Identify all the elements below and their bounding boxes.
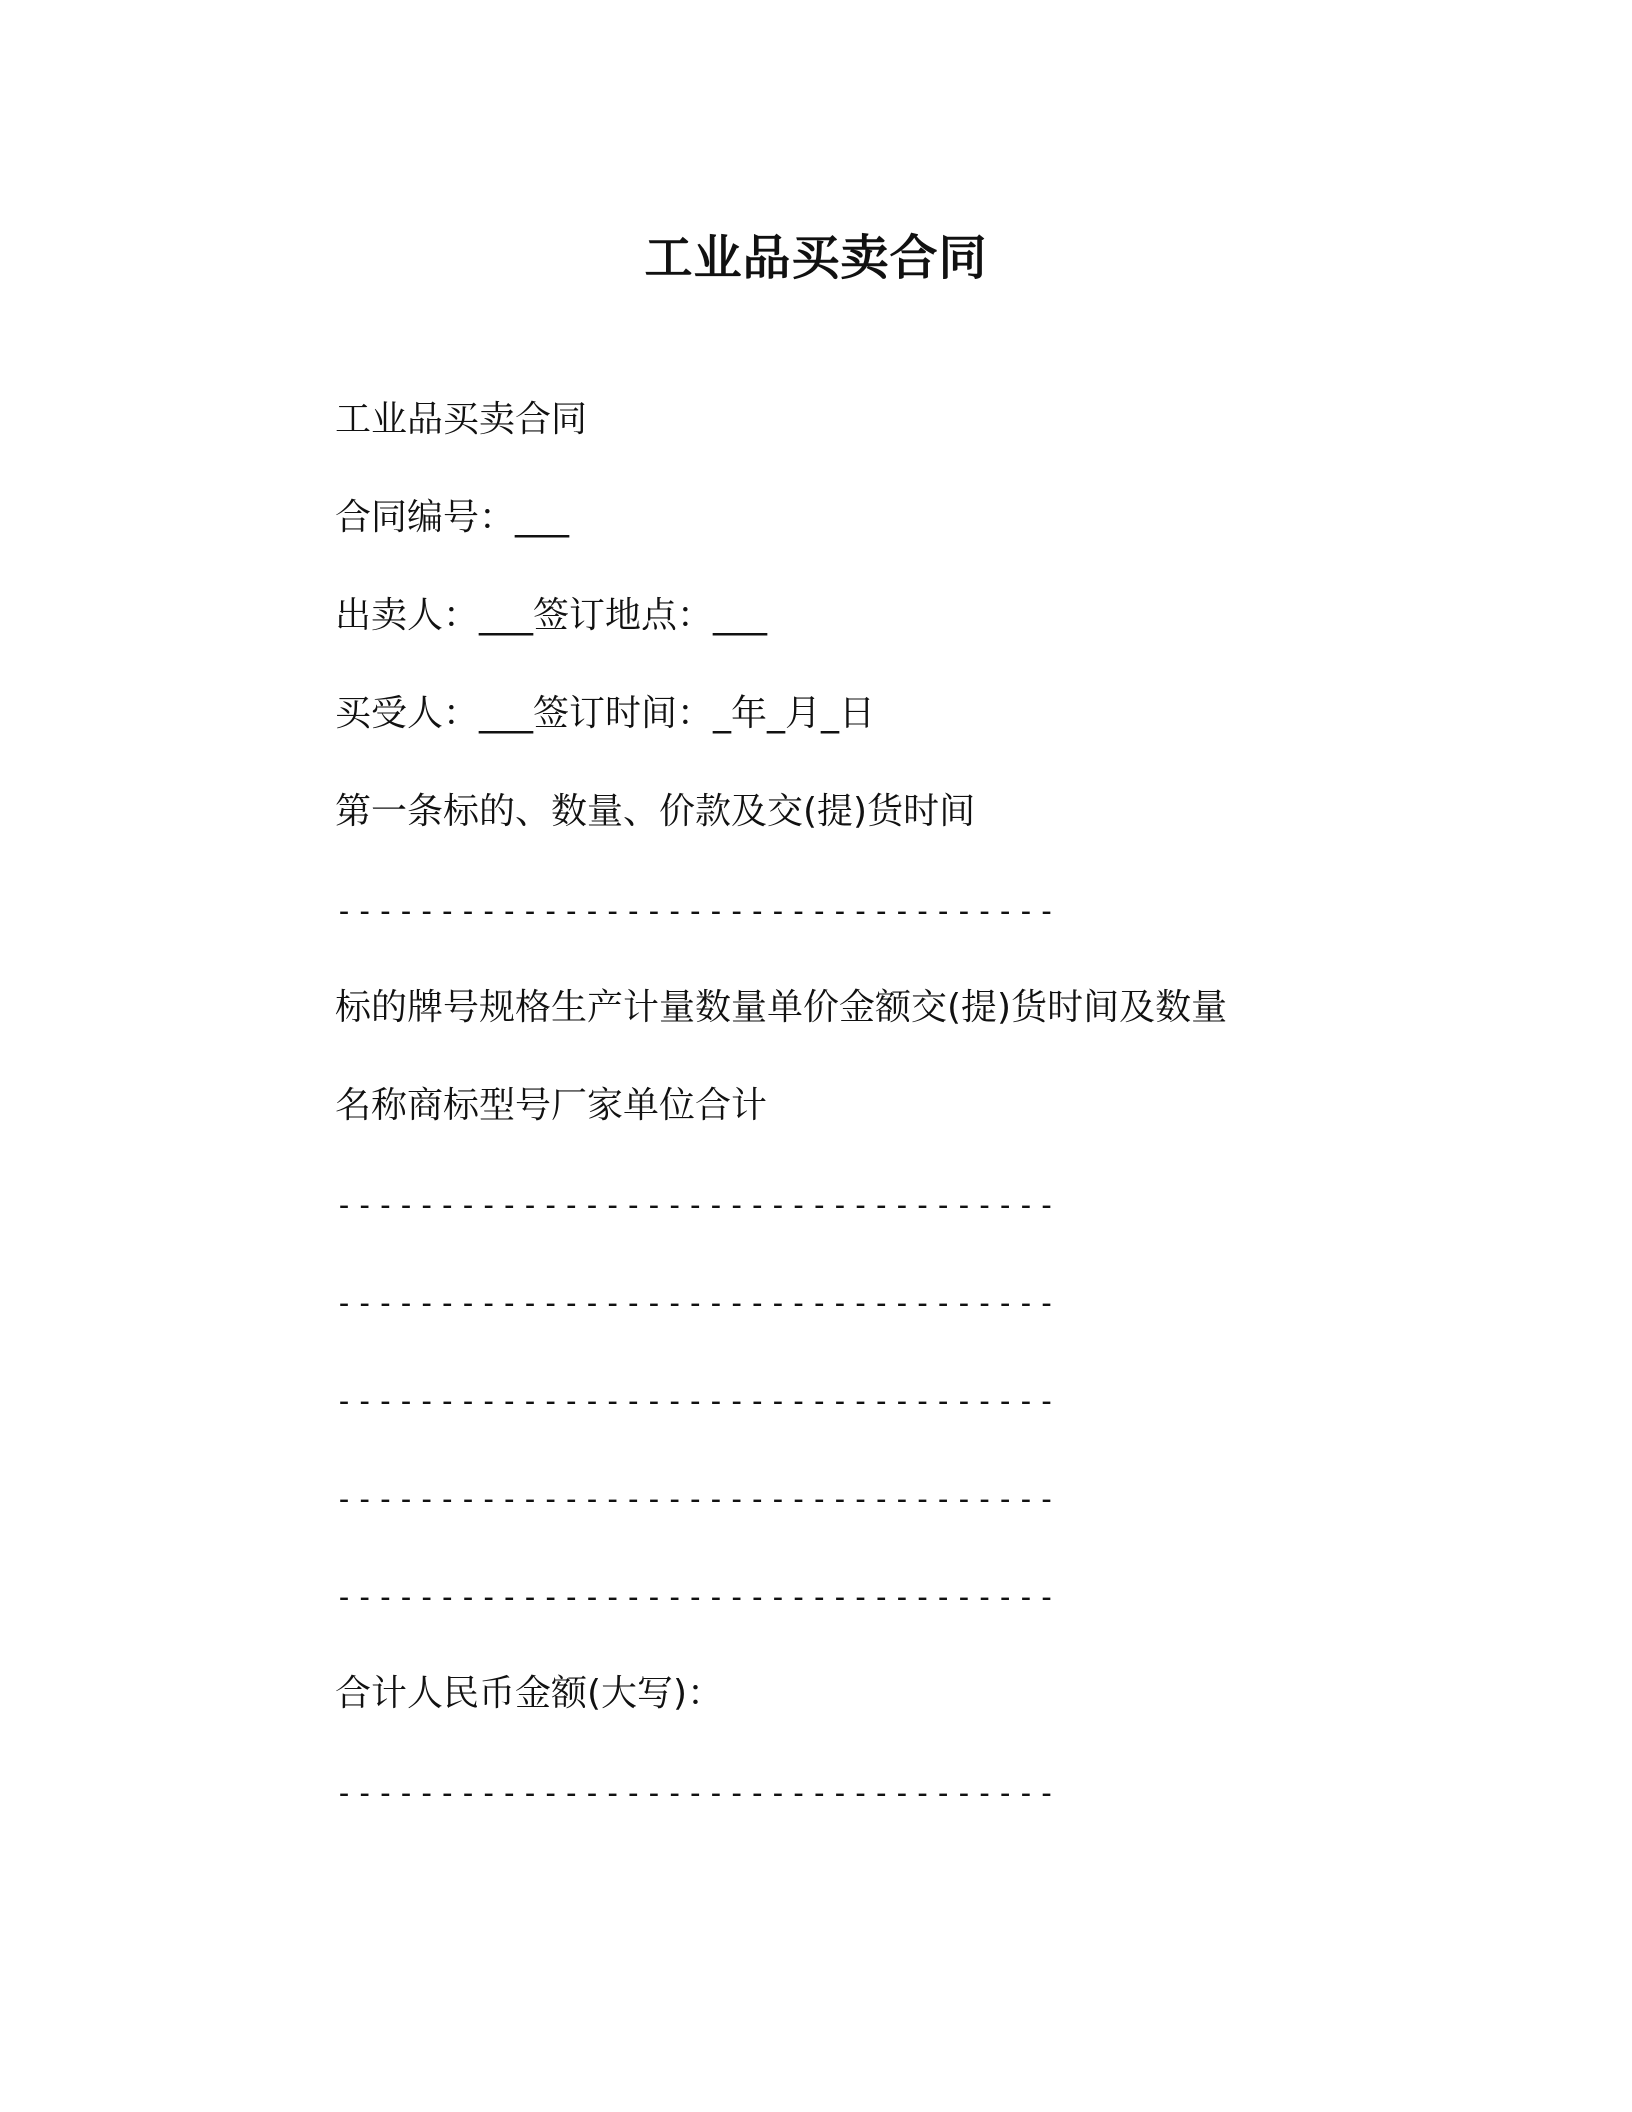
article-1-heading: 第一条标的、数量、价款及交(提)货时间 [335, 791, 976, 832]
divider-line: ----------------------------------- [335, 1482, 1059, 1517]
table-header-row-2: 名称商标型号厂家单位合计 [335, 1085, 768, 1126]
contract-number-line: 合同编号：___ [335, 497, 570, 538]
document-title: 工业品买卖合同 [644, 230, 988, 286]
divider-line: ----------------------------------- [335, 1188, 1059, 1223]
divider-line: ----------------------------------- [335, 1580, 1059, 1615]
divider-line: ----------------------------------- [335, 1776, 1059, 1811]
buyer-line: 买受人：___签订时间：_年_月_日 [335, 693, 876, 734]
total-rmb-line: 合计人民币金额(大写)： [335, 1673, 724, 1714]
divider-line: ----------------------------------- [335, 1384, 1059, 1419]
divider-line: ----------------------------------- [335, 1286, 1059, 1321]
contract-heading: 工业品买卖合同 [335, 399, 588, 440]
divider-line: ----------------------------------- [335, 894, 1059, 929]
table-header-row-1: 标的牌号规格生产计量数量单价金额交(提)货时间及数量 [335, 987, 1228, 1028]
seller-line: 出卖人：___签订地点：___ [335, 595, 768, 636]
